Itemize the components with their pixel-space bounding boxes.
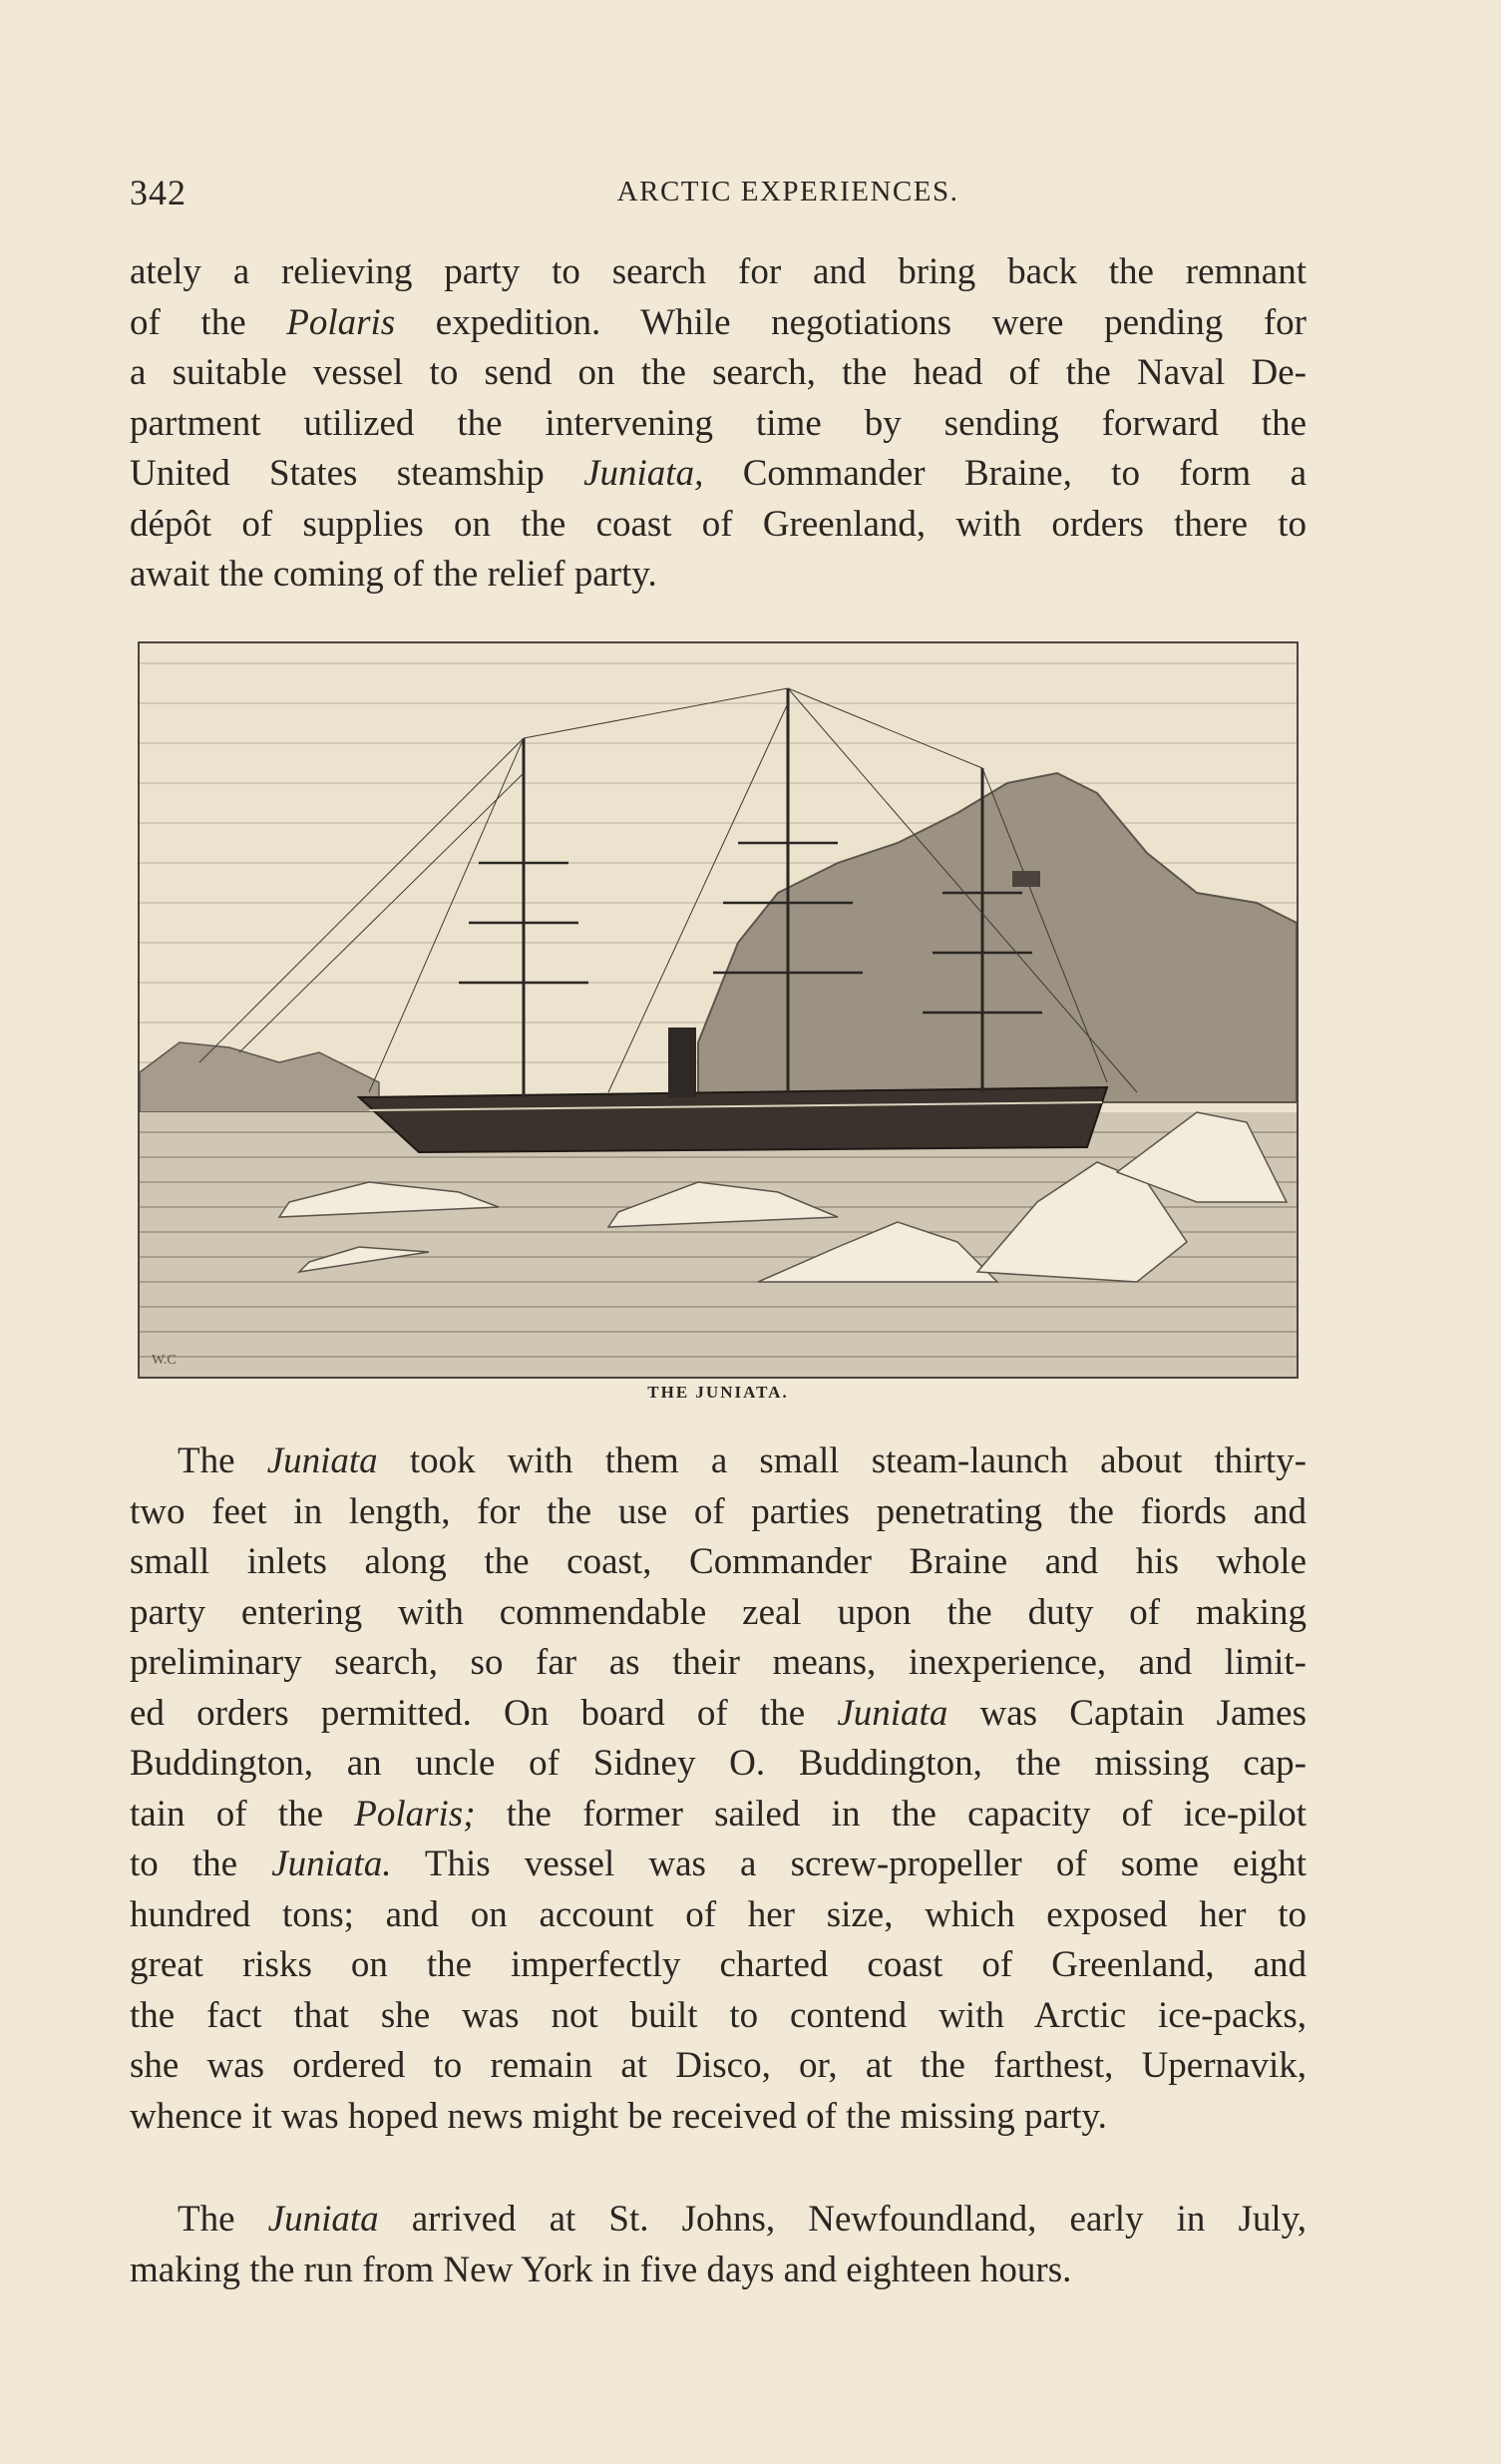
text-line: whence it was hoped news might be received of the missing party. xyxy=(130,2095,1107,2137)
text-line: two feet in length, for the use of parties penetrating the fiords and xyxy=(130,1490,1307,1532)
italic-ship-name: Juniata xyxy=(266,1440,378,1481)
text-line: Buddington, an uncle of Sidney O. Buddington, the missing cap- xyxy=(130,1743,1307,1784)
text-line: ed orders permitted. On board of the Juniata was Captain James xyxy=(130,1692,1307,1734)
text-line: The Juniata arrived at St. Johns, Newfoundland, early in July, xyxy=(178,2199,1307,2240)
italic-ship-name: Juniata xyxy=(837,1692,948,1734)
text-line: making the run from New York in five days and eighteen hours. xyxy=(130,2249,1072,2290)
italic-ship-name: Polaris xyxy=(286,301,396,343)
text-line: dépôt of supplies on the coast of Greenland, with orders there to xyxy=(130,503,1307,545)
italic-ship-name: Juniata. xyxy=(271,1844,392,1884)
paragraph-2 xyxy=(130,1437,1307,2142)
italic-ship-name: Juniata xyxy=(267,2199,379,2240)
text-line: the fact that she was not built to contend with Arctic ice-packs, xyxy=(130,1994,1307,2036)
text-line: United States steamship Juniata, Commander Braine, to form a xyxy=(130,453,1307,494)
ship-engraving xyxy=(138,641,1299,1379)
text-line: small inlets along the coast, Commander Braine and his whole xyxy=(130,1541,1307,1582)
text-line: of the Polaris expedition. While negotiations were pending for xyxy=(130,301,1308,343)
paragraph-3 xyxy=(130,2195,1307,2295)
text-line: ately a relieving party to search for and bring back the remnant xyxy=(130,251,1307,292)
text-line: she was ordered to remain at Disco, or, at the farthest, Upernavik, xyxy=(130,2045,1307,2086)
text-line: partment utilized the intervening time by sending forward the xyxy=(130,402,1307,444)
page-header xyxy=(130,172,1307,221)
text-line: preliminary search, so far as their means, inexperience, and limit- xyxy=(130,1642,1307,1683)
text-line: tain of the Polaris; the former sailed in the capacity of ice-pilot xyxy=(130,1793,1307,1835)
page-number: 342 xyxy=(130,173,187,212)
paragraph-1 xyxy=(130,247,1307,601)
engraver-mark: W.C xyxy=(152,1353,177,1368)
text-line: The Juniata took with them a small steam-launch about thirty- xyxy=(178,1440,1307,1481)
figure-caption: THE JUNIATA. xyxy=(647,1383,789,1402)
text-line: great risks on the imperfectly charted coast of Greenland, and xyxy=(130,1944,1307,1985)
running-title: ARCTIC EXPERIENCES. xyxy=(616,176,959,207)
italic-ship-name: Juniata, xyxy=(583,453,704,494)
text-line: await the coming of the relief party. xyxy=(130,554,657,595)
text-line: hundred tons; and on account of her size, which exposed her to xyxy=(130,1893,1307,1935)
italic-ship-name: Polaris; xyxy=(354,1793,476,1835)
text-line: to the Juniata. This vessel was a screw-propeller of some eight xyxy=(130,1844,1307,1884)
text-line: a suitable vessel to send on the search, the head of the Naval De- xyxy=(130,352,1307,393)
text-line: party entering with commendable zeal upon the duty of making xyxy=(130,1591,1307,1633)
